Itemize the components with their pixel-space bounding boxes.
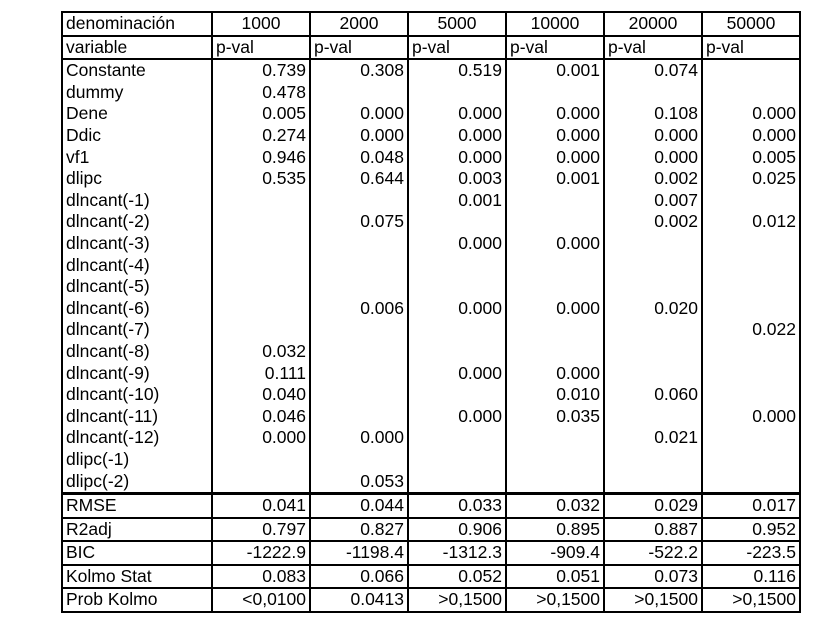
- pvalue-cell: 0.021: [604, 427, 702, 449]
- pvalue-cell: 0.308: [310, 59, 408, 82]
- pvalue-cell: [212, 233, 310, 255]
- pvalue-cell: [506, 211, 604, 233]
- subheader-row: [62, 36, 800, 60]
- pvalue-cell: >0,1500: [702, 588, 800, 612]
- pvalue-cell: 0.000: [310, 125, 408, 147]
- variable-row: [62, 470, 800, 493]
- variable-row: [62, 427, 800, 449]
- pvalue-cell: [506, 276, 604, 298]
- pvalue-cell: [506, 470, 604, 493]
- pvalue-cell: [408, 255, 506, 277]
- pvalue-cell: 0.952: [702, 518, 800, 542]
- pvalue-cell: 0.006: [310, 298, 408, 320]
- pvalue-cell: [310, 449, 408, 471]
- pvalue-cell: [408, 276, 506, 298]
- pvalue-table: [61, 11, 801, 613]
- pvalue-cell: 0.025: [702, 168, 800, 190]
- column-header: 10000: [506, 12, 604, 36]
- pvalue-cell: 0.0413: [310, 588, 408, 612]
- pvalue-cell: 0.000: [506, 298, 604, 320]
- pvalue-cell: 0.000: [408, 233, 506, 255]
- pvalue-cell: [310, 190, 408, 212]
- pvalue-cell: 0.000: [310, 103, 408, 125]
- statistic-row: [62, 565, 800, 589]
- statistic-row: [62, 518, 800, 542]
- pvalue-cell: 0.046: [212, 406, 310, 428]
- pvalue-cell: 0.000: [408, 147, 506, 169]
- pvalue-cell: [506, 255, 604, 277]
- pvalue-cell: 0.000: [702, 103, 800, 125]
- pvalue-cell: [702, 82, 800, 104]
- row-label: Constante: [66, 60, 146, 81]
- column-header: 50000: [702, 12, 800, 36]
- pvalue-cell: 0.000: [310, 427, 408, 449]
- pvalue-cell: [408, 319, 506, 341]
- pvalue-cell: [310, 276, 408, 298]
- pvalue-cell: [604, 363, 702, 385]
- pval-label: p-val: [506, 36, 604, 60]
- pvalue-cell: >0,1500: [604, 588, 702, 612]
- row-label: dlncant(-11): [66, 405, 159, 426]
- pvalue-cell: [506, 190, 604, 212]
- pvalue-cell: [310, 341, 408, 363]
- pvalue-cell: 0.000: [408, 406, 506, 428]
- pvalue-cell: [702, 276, 800, 298]
- variable-row: [62, 255, 800, 277]
- variable-row: [62, 147, 800, 169]
- pvalue-cell: 0.032: [212, 341, 310, 363]
- pvalue-cell: 0.000: [506, 233, 604, 255]
- pvalue-cell: -1198.4: [310, 541, 408, 565]
- row-label: Ddic: [66, 125, 102, 146]
- pvalue-cell: [506, 427, 604, 449]
- pvalue-cell: 0.060: [604, 384, 702, 406]
- pvalue-cell: [702, 384, 800, 406]
- pvalue-cell: [408, 211, 506, 233]
- pvalue-cell: [702, 59, 800, 82]
- pvalue-cell: 0.074: [604, 59, 702, 82]
- row-label: dlncant(-5): [66, 276, 150, 297]
- variable-label: variable: [62, 36, 212, 60]
- row-label: dlncant(-6): [66, 297, 150, 318]
- pvalue-cell: 0.739: [212, 59, 310, 82]
- pvalue-cell: 0.000: [506, 147, 604, 169]
- pvalue-cell: [310, 319, 408, 341]
- variable-row: [62, 59, 800, 82]
- pvalue-cell: 0.000: [604, 147, 702, 169]
- pvalue-cell: 0.519: [408, 59, 506, 82]
- pvalue-cell: 0.002: [604, 168, 702, 190]
- pvalue-cell: -909.4: [506, 541, 604, 565]
- row-label: dlncant(-8): [66, 340, 150, 361]
- pvalue-cell: 0.073: [604, 565, 702, 589]
- pvalue-cell: 0.001: [408, 190, 506, 212]
- pvalue-cell: [408, 341, 506, 363]
- pvalue-cell: [702, 255, 800, 277]
- pvalue-cell: 0.887: [604, 518, 702, 542]
- pvalue-cell: 0.017: [702, 494, 800, 518]
- pvalue-cell: 0.000: [702, 125, 800, 147]
- pvalue-cell: [604, 449, 702, 471]
- row-label: dlncant(-1): [66, 189, 150, 210]
- pvalue-cell: [604, 233, 702, 255]
- row-label: vf1: [66, 146, 90, 167]
- pvalue-cell: 0.535: [212, 168, 310, 190]
- pvalue-cell: 0.041: [212, 494, 310, 518]
- pvalue-cell: <0,0100: [212, 588, 310, 612]
- pvalue-cell: 0.002: [604, 211, 702, 233]
- pvalue-cell: 0.010: [506, 384, 604, 406]
- pvalue-cell: [408, 449, 506, 471]
- pvalue-cell: [310, 82, 408, 104]
- column-header: 1000: [212, 12, 310, 36]
- row-label: dlipc(-1): [66, 448, 130, 469]
- variable-row: [62, 233, 800, 255]
- pvalue-cell: [506, 82, 604, 104]
- pvalue-cell: [212, 255, 310, 277]
- row-label: R2adj: [62, 518, 212, 542]
- pvalue-cell: 0.029: [604, 494, 702, 518]
- pvalue-cell: 0.000: [408, 125, 506, 147]
- pvalue-cell: 0.005: [702, 147, 800, 169]
- pvalue-cell: 0.000: [506, 103, 604, 125]
- pvalue-cell: 0.051: [506, 565, 604, 589]
- pvalue-cell: 0.032: [506, 494, 604, 518]
- pvalue-cell: [702, 363, 800, 385]
- pvalue-cell: 0.116: [702, 565, 800, 589]
- pvalue-cell: 0.003: [408, 168, 506, 190]
- variable-row: [62, 449, 800, 471]
- pvalue-cell: [310, 255, 408, 277]
- pvalue-cell: 0.000: [604, 125, 702, 147]
- pval-label: p-val: [212, 36, 310, 60]
- pvalue-cell: [604, 255, 702, 277]
- pvalue-cell: 0.022: [702, 319, 800, 341]
- row-label: dlncant(-3): [66, 232, 150, 253]
- pvalue-cell: [702, 470, 800, 493]
- pvalue-cell: -522.2: [604, 541, 702, 565]
- pvalue-cell: [702, 341, 800, 363]
- pvalue-cell: 0.478: [212, 82, 310, 104]
- pvalue-cell: [310, 363, 408, 385]
- row-label: BIC: [62, 541, 212, 565]
- pvalue-cell: [310, 384, 408, 406]
- pvalue-cell: 0.000: [702, 406, 800, 428]
- pval-label: p-val: [310, 36, 408, 60]
- pvalue-cell: >0,1500: [506, 588, 604, 612]
- column-header: 5000: [408, 12, 506, 36]
- variable-row: [62, 190, 800, 212]
- variable-row: [62, 384, 800, 406]
- pvalue-cell: [310, 233, 408, 255]
- pvalue-cell: [212, 190, 310, 212]
- pvalue-cell: [604, 470, 702, 493]
- variable-row: [62, 82, 800, 104]
- row-label: Kolmo Stat: [62, 565, 212, 589]
- pvalue-cell: [212, 211, 310, 233]
- pvalue-cell: -223.5: [702, 541, 800, 565]
- header-row: [62, 12, 800, 36]
- pvalue-cell: 0.083: [212, 565, 310, 589]
- pvalue-cell: [702, 298, 800, 320]
- pvalue-cell: -1222.9: [212, 541, 310, 565]
- variable-row: [62, 363, 800, 385]
- pvalue-cell: [408, 82, 506, 104]
- denominacion-label: denominación: [62, 12, 212, 36]
- variable-row: [62, 168, 800, 190]
- pvalue-cell: [212, 276, 310, 298]
- variable-row: [62, 341, 800, 363]
- statistic-row: [62, 541, 800, 565]
- pvalue-cell: 0.827: [310, 518, 408, 542]
- pvalue-cell: 0.066: [310, 565, 408, 589]
- pvalue-cell: 0.000: [506, 125, 604, 147]
- pvalue-cell: 0.644: [310, 168, 408, 190]
- pvalue-cell: [604, 406, 702, 428]
- row-label: dlipc(-2): [66, 470, 130, 491]
- pvalue-cell: 0.946: [212, 147, 310, 169]
- pvalue-cell: [506, 319, 604, 341]
- pvalue-cell: [702, 233, 800, 255]
- pvalue-cell: [604, 319, 702, 341]
- pvalue-cell: 0.274: [212, 125, 310, 147]
- statistic-row: [62, 588, 800, 612]
- row-label: dlncant(-10): [66, 384, 160, 405]
- pvalue-cell: 0.797: [212, 518, 310, 542]
- row-label: Dene: [66, 103, 108, 124]
- row-label: dlncant(-2): [66, 211, 150, 232]
- row-label: RMSE: [62, 494, 212, 518]
- pvalue-cell: 0.048: [310, 147, 408, 169]
- pvalue-cell: 0.895: [506, 518, 604, 542]
- pvalue-cell: [604, 82, 702, 104]
- pvalue-cell: 0.007: [604, 190, 702, 212]
- pvalue-cell: 0.000: [408, 298, 506, 320]
- pvalue-cell: [310, 406, 408, 428]
- pvalue-cell: [506, 449, 604, 471]
- pvalue-cell: [408, 427, 506, 449]
- pvalue-cell: 0.000: [408, 103, 506, 125]
- pval-label: p-val: [702, 36, 800, 60]
- pvalue-cell: 0.033: [408, 494, 506, 518]
- variable-row: [62, 276, 800, 298]
- pvalue-cell: -1312.3: [408, 541, 506, 565]
- pvalue-cell: 0.000: [408, 363, 506, 385]
- pvalue-cell: [702, 427, 800, 449]
- row-label: Prob Kolmo: [62, 588, 212, 612]
- pvalue-cell: 0.108: [604, 103, 702, 125]
- column-header: 20000: [604, 12, 702, 36]
- pval-label: p-val: [604, 36, 702, 60]
- pvalue-cell: 0.053: [310, 470, 408, 493]
- pvalue-cell: [702, 449, 800, 471]
- pvalue-cell: [408, 384, 506, 406]
- row-label: dlncant(-9): [66, 362, 150, 383]
- pvalue-cell: [506, 341, 604, 363]
- row-label: dlncant(-12): [66, 427, 160, 448]
- variable-row: [62, 211, 800, 233]
- pvalue-cell: 0.075: [310, 211, 408, 233]
- pvalue-cell: [702, 190, 800, 212]
- pvalue-cell: 0.005: [212, 103, 310, 125]
- pvalue-cell: [212, 470, 310, 493]
- variable-row: [62, 406, 800, 428]
- pvalue-cell: [212, 298, 310, 320]
- pval-label: p-val: [408, 36, 506, 60]
- pvalue-cell: 0.040: [212, 384, 310, 406]
- row-label: dlncant(-4): [66, 254, 150, 275]
- pvalue-cell: 0.000: [506, 363, 604, 385]
- variable-row: [62, 319, 800, 341]
- row-label: dummy: [66, 81, 124, 102]
- pvalue-cell: 0.020: [604, 298, 702, 320]
- variable-row: [62, 103, 800, 125]
- row-label: dlncant(-7): [66, 319, 150, 340]
- pvalue-cell: 0.000: [212, 427, 310, 449]
- pvalue-cell: [604, 341, 702, 363]
- pvalue-cell: 0.001: [506, 168, 604, 190]
- pvalue-cell: 0.111: [212, 363, 310, 385]
- pvalue-cell: 0.906: [408, 518, 506, 542]
- pvalue-cell: >0,1500: [408, 588, 506, 612]
- pvalue-cell: 0.044: [310, 494, 408, 518]
- pvalue-cell: 0.012: [702, 211, 800, 233]
- statistic-row: [62, 494, 800, 518]
- pvalue-cell: [604, 276, 702, 298]
- column-header: 2000: [310, 12, 408, 36]
- pvalue-cell: [212, 319, 310, 341]
- pvalue-cell: 0.052: [408, 565, 506, 589]
- pvalue-cell: [212, 449, 310, 471]
- pvalue-cell: 0.035: [506, 406, 604, 428]
- variable-row: [62, 125, 800, 147]
- variable-row: [62, 298, 800, 320]
- pvalue-cell: [408, 470, 506, 493]
- pvalue-cell: 0.001: [506, 59, 604, 82]
- row-label: dlipc: [66, 168, 102, 189]
